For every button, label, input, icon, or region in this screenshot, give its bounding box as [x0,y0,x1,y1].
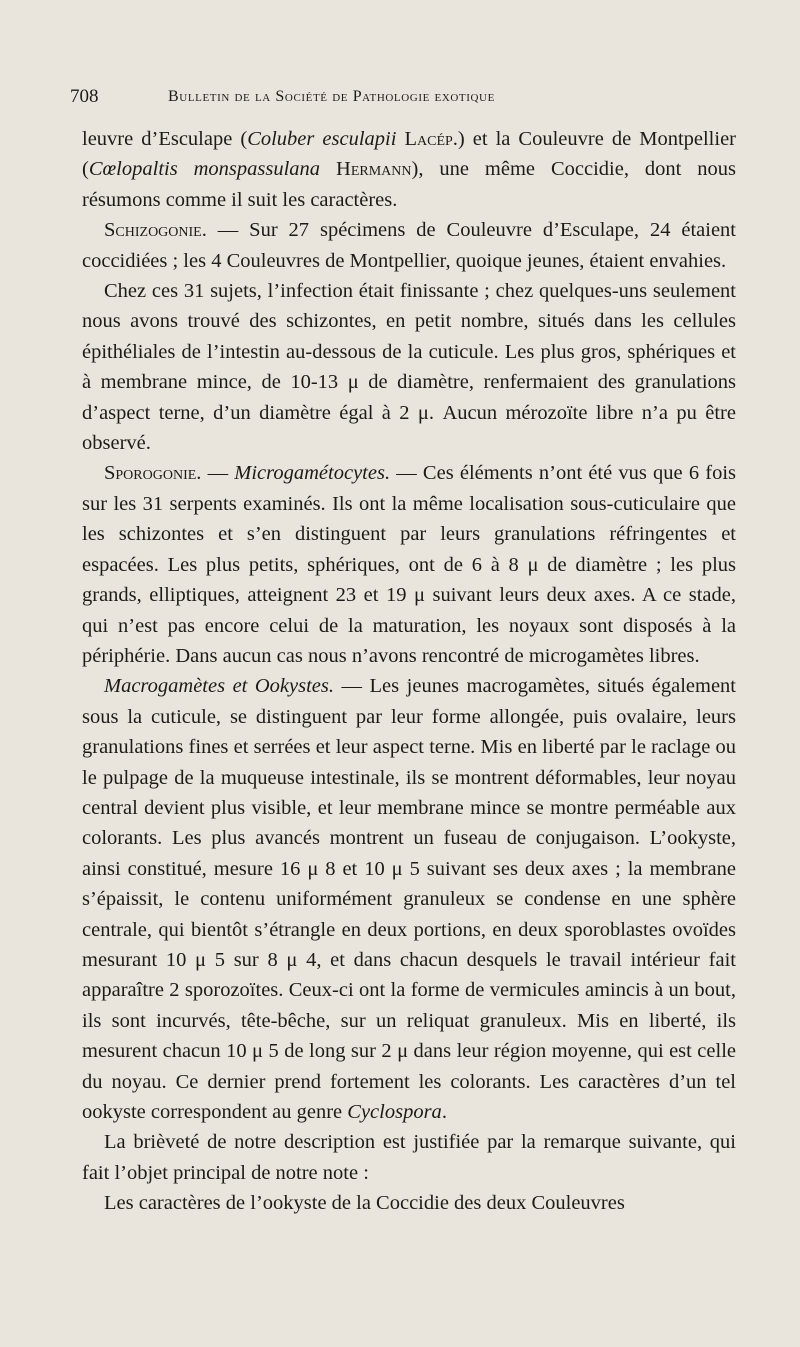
paragraph-continuation [82,124,736,215]
text-run: ), une même Coccidie, dont nous résumons comme il suit les caractères. [82,158,736,211]
body-text [82,124,736,1219]
paragraph-remarque: La brièveté de notre description est justifiée par la remarque suivante, qui fait l’objet principal de notre note : [82,1131,736,1184]
subsection-title: Macrogamètes et Ookystes. [104,675,335,698]
text-run: . [441,1101,447,1123]
section-heading: Sporogonie. [104,462,202,485]
subsection-title: Microgamétocytes. [234,462,391,485]
paragraph-schizogonie [82,215,736,276]
running-title: Bulletin de la Société de Pathologie exotique [168,88,495,105]
author-name: Lacép. [404,128,458,150]
paragraph-macrogametes [82,671,736,1127]
paragraph-infection: Chez ces 31 sujets, l’infection était finissante ; chez quelques-uns seulement nous avons trouvé des schizontes, en petit nombre, situés dans les cellules épithéliales de l’intestin au-dessous de la cuticule. Les plus gros, sphériques et à membrane mince, de 10-13 μ de diamètre, renfermaient des granulations d’aspect terne, d’un diamètre égal à 2 μ. Aucun mérozoïte libre n’a pu être observé. [82,280,736,455]
text-run: leuvre d’Esculape ( [82,128,248,150]
section-heading: Schizogonie. [104,219,207,242]
text-run: ) et la Couleuvre de Montpellier ( [82,128,736,181]
author-name: Hermann [336,158,412,181]
page-number: 708 [70,86,99,107]
text-run: — Ces éléments n’ont été vus que 6 fois sur les 31 serpents examinés. Ils ont la même localisation sous-cuticulaire que les schizontes et s’en distinguent par leurs granulations réfringentes et espacées. Les plus petits, sphériques, ont de 6 à 8 μ de diamètre ; les plus grands, elliptiques, atteignent 23 et 19 μ suivant leurs deux axes. A ce stade, qui n’est pas encore celui de la maturation, les noyaux sont disposés à la périphérie. Dans aucun cas nous n’avons rencontré de microgamètes libres. [82,462,737,667]
paragraph-sporogonie [82,458,736,671]
species-name: Coluber esculapii [247,128,397,150]
text-run: — Les jeunes macrogamètes, situés également sous la cuticule, se distinguent par leur forme allongée, puis ovalaire, leurs granulations fines et serrées et leur aspect terne. Mis en liberté par le raclage ou le pulpage de la muqueuse intestinale, ils se montrent déformables, leur noyau central devient plus visible, et leur membrane mince se montre perméable aux colorants. Les plus avancés montrent un fuseau de conjugaison. L’ookyste, ainsi constitué, mesure 16 μ 8 et 10 μ 5 suivant ses deux axes ; la membrane s’épaissit, le contenu uniformément granuleux se condense en une sphère centrale, qui bientôt s’étrangle en deux portions, en deux sporoblastes ovoïdes mesurant 10 μ 5 sur 8 μ 4, et dans chacun desquels le travail intérieur fait apparaître 2 sporozoïtes. Ceux-ci ont la forme de vermicules amincis à un bout, ils sont incurvés, tête-bêche, sur un reliquat granuleux. Mis en liberté, ils mesurent chacun 10 μ 5 de long sur 2 μ dans leur région moyenne, qui est celle du noyau. Ce dernier prend fortement les colorants. Les caractères d’un tel ookyste correspondent au genre [82,675,736,1123]
species-name: Cœlopaltis monspassulana [88,158,321,181]
page-header [70,86,730,112]
genus-name: Cyclospora [347,1101,442,1123]
text-run [320,158,336,180]
text-run: — Sur 27 spécimens de Couleuvre d’Esculape, 24 étaient coccidiées ; les 4 Couleuvres de Montpellier, quoique jeunes, étaient envahies. [82,219,736,272]
paragraph-last-line: Les caractères de l’ookyste de la Coccidie des deux Couleuvres [104,1192,625,1215]
text-run: — [201,462,235,485]
